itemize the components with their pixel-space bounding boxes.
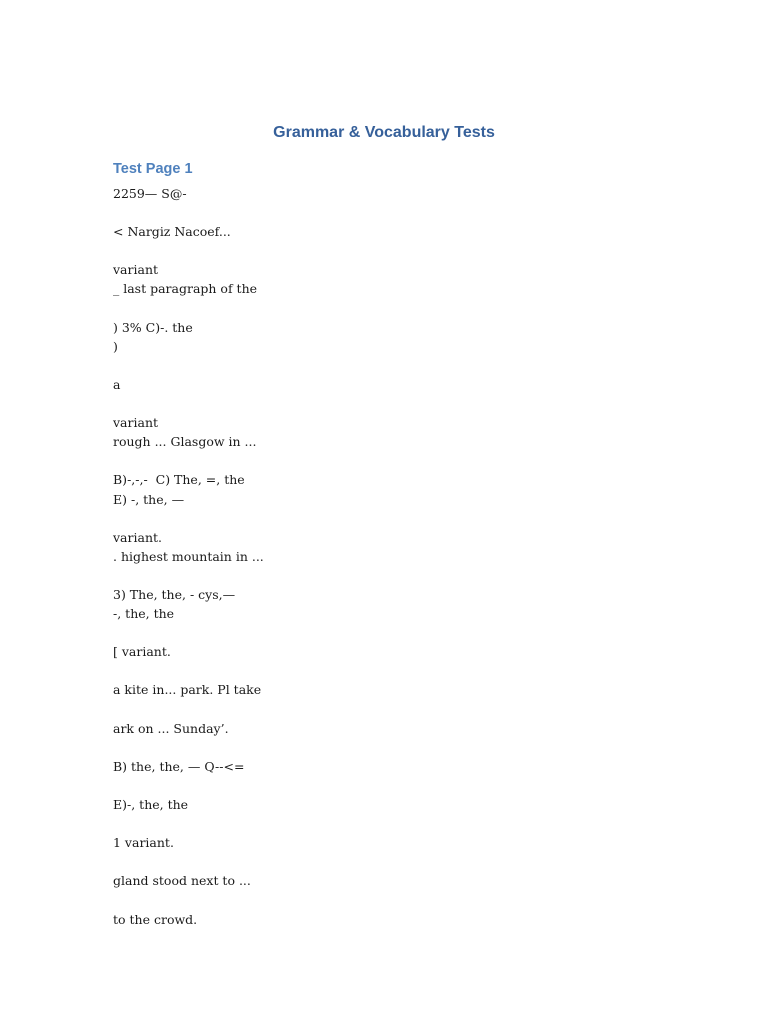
text-line: a kite in... park. Pl take bbox=[113, 682, 262, 698]
text-line: -, the, the bbox=[113, 606, 175, 622]
blank-line bbox=[113, 241, 264, 260]
text-line: 3) The, the, - cys,— bbox=[113, 586, 236, 602]
section-heading: Test Page 1 bbox=[113, 161, 193, 177]
blank-line bbox=[113, 776, 264, 795]
text-line: . highest mountain in ... bbox=[113, 548, 264, 564]
text-line: < Nargiz Nacoef... bbox=[113, 224, 231, 240]
text-line: to the crowd. bbox=[113, 911, 198, 927]
blank-line bbox=[113, 661, 264, 680]
blank-line bbox=[113, 814, 264, 833]
blank-line bbox=[113, 299, 264, 318]
text-line: B) the, the, — Q--<= bbox=[113, 758, 245, 774]
blank-line bbox=[113, 852, 264, 871]
text-line: B)-,-,- C) The, =, the bbox=[113, 472, 245, 488]
blank-line bbox=[113, 566, 264, 585]
document-title: Grammar & Vocabulary Tests bbox=[273, 124, 495, 141]
blank-line bbox=[113, 700, 264, 719]
document-body bbox=[113, 184, 264, 929]
text-line: _ last paragraph of the bbox=[113, 281, 258, 297]
text-line: ) 3% C)-. the bbox=[113, 319, 193, 335]
text-line: variant. bbox=[113, 529, 162, 545]
blank-line bbox=[113, 623, 264, 642]
text-line: ark on ... Sunday’. bbox=[113, 720, 229, 736]
text-line: 2259— S@- bbox=[113, 186, 187, 201]
blank-line bbox=[113, 890, 264, 909]
text-line: a bbox=[113, 376, 121, 392]
text-line: E)-, the, the bbox=[113, 797, 189, 812]
blank-line bbox=[113, 738, 264, 757]
blank-line bbox=[113, 394, 264, 413]
blank-line bbox=[113, 356, 264, 375]
text-line: [ variant. bbox=[113, 644, 171, 660]
text-line: variant bbox=[113, 415, 159, 431]
text-line: 1 variant. bbox=[113, 835, 174, 851]
blank-line bbox=[113, 509, 264, 528]
text-line: variant bbox=[113, 262, 159, 278]
text-line: rough ... Glasgow in ... bbox=[113, 434, 257, 450]
text-line: E) -, the, — bbox=[113, 491, 185, 507]
blank-line bbox=[113, 203, 264, 222]
text-line: ) bbox=[113, 338, 118, 354]
blank-line bbox=[113, 451, 264, 470]
text-line: gland stood next to ... bbox=[113, 873, 251, 889]
